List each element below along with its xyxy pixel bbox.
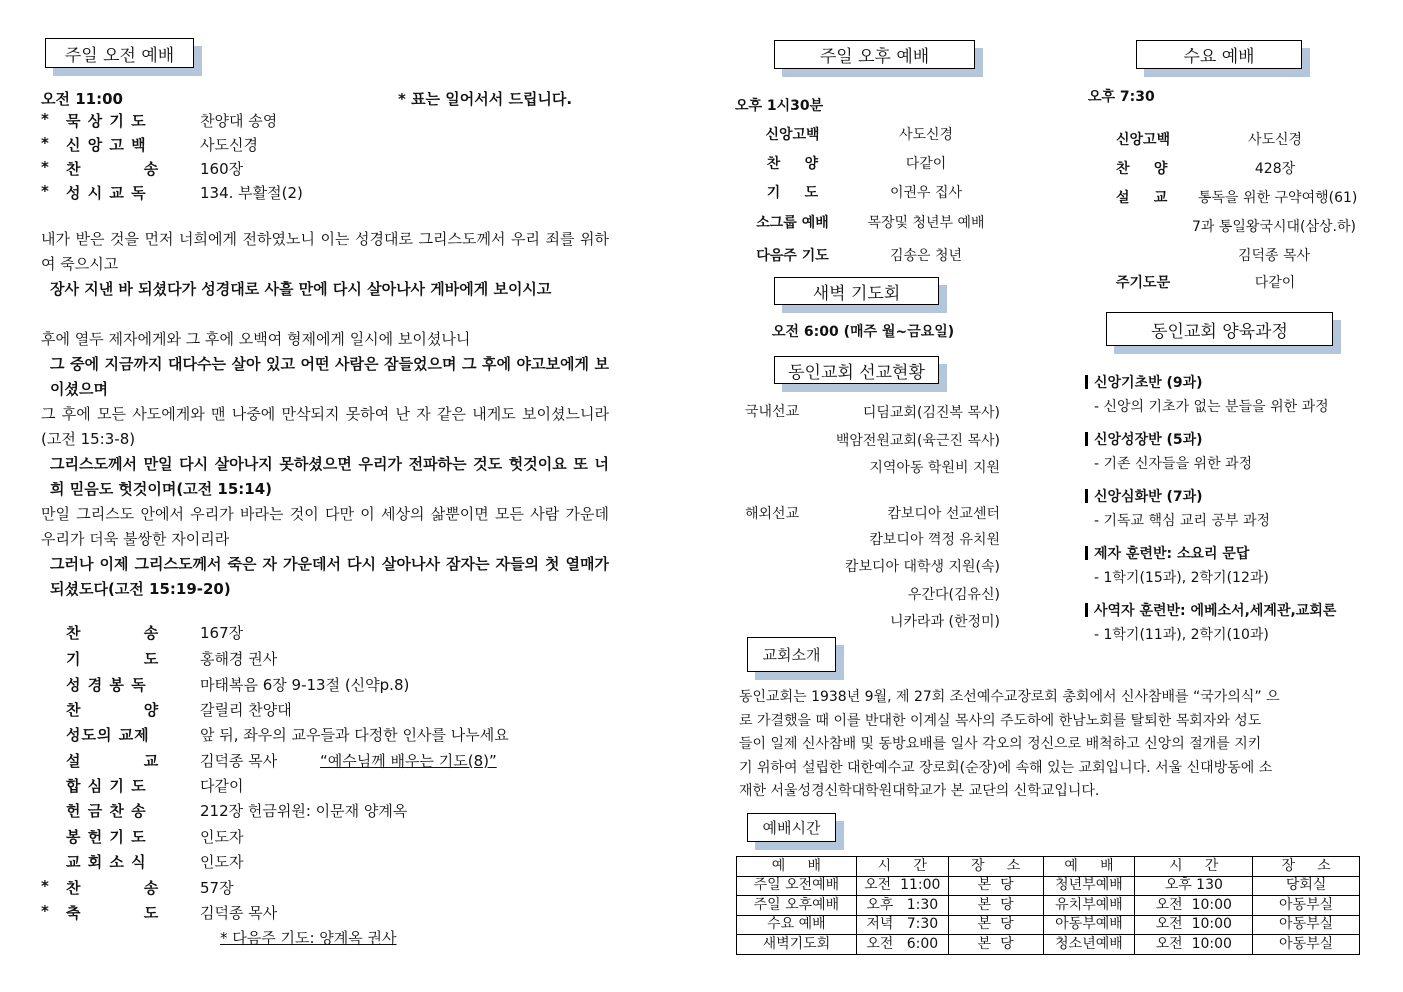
table-cell: 오전 6:00 [856, 935, 948, 955]
reading-paragraph: 그리스도께서 만일 다시 살아나지 못하셨으면 우리가 전파하는 것도 헛것이요 또 너희 믿음도 헛것이며(고전 15:14) [50, 455, 609, 498]
wednesday-label: 신앙고백 [1116, 132, 1171, 148]
order-label: 합 심 기 도 [66, 777, 147, 795]
schedule-table [736, 856, 1360, 955]
reading-paragraph: 장사 지낸 바 되셨다가 성경대로 사흘 만에 다시 살아나사 게바에게 보이시고 [50, 280, 552, 298]
order-value: 212장 헌금위원: 이문재 양계옥 [200, 802, 408, 820]
course-desc: - 신앙의 기초가 없는 분들을 위한 과정 [1094, 399, 1329, 415]
mission-item: 백암전원교회(육근진 목사) [835, 433, 1000, 449]
intro-line: 재한 서울성경신학대학원대학교가 본 교단의 신학교입니다. [739, 783, 1100, 799]
table-cell: 본 당 [948, 896, 1043, 916]
afternoon-value: 김송은 청년 [889, 248, 963, 264]
next-week-prayer: * 다음주 기도: 양계옥 권사 [220, 929, 397, 947]
table-cell: 오후 1:30 [856, 896, 948, 916]
table-row [737, 935, 1360, 955]
course-bullet-icon [1085, 375, 1088, 389]
afternoon-label: 소그룹 예배 [756, 215, 829, 231]
course-name: 제자 훈련반: 소요리 문답 [1094, 546, 1250, 562]
order-label: 축 도 [66, 904, 160, 922]
table-cell: 유치부예배 [1043, 896, 1135, 916]
order-star: * [41, 877, 49, 895]
order-label: 묵 상 기 도 [66, 112, 147, 130]
order-value: 57장 [200, 879, 234, 897]
order-value: 사도신경 [200, 136, 258, 154]
dawn-prayer-time: 오전 6:00 (매주 월~금요일) [772, 324, 955, 340]
course-desc: - 기독교 핵심 교리 공부 과정 [1094, 513, 1271, 529]
order-label: 찬 송 [66, 624, 160, 642]
mission-item: 캄보디아 선교센터 [887, 506, 1000, 522]
table-cell: 아동부실 [1253, 896, 1360, 916]
order-value: 인도자 [200, 828, 244, 846]
table-cell: 오후 130 [1135, 876, 1253, 896]
order-value: 167장 [200, 624, 244, 642]
order-star: * [41, 158, 49, 176]
wednesday-service-title: 수요 예배 [1136, 40, 1302, 69]
morning-service-title: 주일 오전 예배 [45, 38, 194, 68]
table-cell: 오전 10:00 [1135, 915, 1253, 935]
afternoon-value: 다같이 [905, 156, 947, 172]
wednesday-preacher: 김덕종 목사 [1237, 248, 1311, 264]
order-star: * [41, 110, 49, 128]
course-name: 사역자 훈련반: 에베소서,세계관,교회론 [1094, 603, 1337, 619]
standing-note: * 표는 일어서서 드립니다. [398, 90, 573, 108]
table-cell: 시 간 [1135, 857, 1253, 877]
order-label: 설 교 [66, 752, 160, 770]
table-cell: 주일 오후예배 [737, 896, 857, 916]
table-cell: 저녁 7:30 [856, 915, 948, 935]
order-label: 성도의 교제 [66, 726, 150, 744]
wednesday-closing-value: 다같이 [1254, 275, 1296, 291]
table-cell: 본 당 [948, 915, 1043, 935]
mission-item: 지역아동 학원비 지원 [869, 460, 1000, 476]
table-row [737, 915, 1360, 935]
domestic-missions-label: 국내선교 [745, 404, 800, 420]
wednesday-service-time: 오후 7:30 [1088, 89, 1155, 105]
wednesday-value: 사도신경 [1247, 132, 1303, 148]
order-value: 인도자 [200, 853, 244, 871]
order-label: 성 시 교 독 [66, 184, 147, 202]
order-value: 160장 [200, 160, 244, 178]
intro-line: 기 위하여 설립한 대한예수교 장로회(순장)에 속해 있는 교회입니다. 서울 신대방동에 소 [739, 759, 1273, 776]
order-label: 성 경 봉 독 [66, 676, 147, 694]
intro-line: 들이 일제 신사참배 및 동방요배를 일사 각오의 정신으로 배척하고 신앙의 절개를 지키 [739, 736, 1262, 752]
order-star: * [41, 134, 49, 152]
training-title: 동인교회 양육과정 [1106, 312, 1333, 346]
table-cell: 오전 10:00 [1135, 935, 1253, 955]
afternoon-value: 목장및 청년부 예배 [867, 215, 985, 231]
overseas-missions-label: 해외선교 [745, 506, 800, 522]
afternoon-label: 다음주 기도 [756, 248, 829, 264]
course-name: 신앙성장반 (5과) [1094, 432, 1203, 448]
table-cell: 새벽기도회 [737, 935, 857, 955]
order-label: 기 도 [66, 650, 160, 668]
reading-paragraph: 내가 받은 것을 먼저 너희에게 전하였노니 이는 성경대로 그리스도께서 우리 죄를 위하여 죽으시고 [41, 230, 609, 273]
course-bullet-icon [1085, 546, 1088, 560]
table-cell: 아동부예배 [1043, 915, 1135, 935]
mission-item: 우간다(김유신) [907, 587, 1000, 603]
mission-item: 캄보디아 껵정 유치원 [869, 532, 1000, 548]
reading-paragraph: 만일 그리스도 안에서 우리가 바라는 것이 다만 이 세상의 삶뿐이면 모든 사람 가운데 우리가 더욱 불쌍한 자이리라 [41, 505, 609, 548]
mission-item: 니카라과 (한정미) [889, 614, 1000, 630]
afternoon-label: 신앙고백 [765, 127, 820, 143]
wednesday-closing-label: 주기도문 [1116, 275, 1171, 291]
wednesday-sermon-line2: 7과 통일왕국시대(삼상.하) [1192, 219, 1356, 235]
order-label: 교 회 소 식 [66, 853, 147, 871]
course-desc: - 1학기(15과), 2학기(12과) [1094, 570, 1269, 586]
order-label: 찬 송 [66, 879, 160, 897]
order-value: 갈릴리 찬양대 [200, 701, 292, 719]
course-bullet-icon [1085, 489, 1088, 503]
table-cell: 장 소 [1253, 857, 1360, 877]
afternoon-service-time: 오후 1시30분 [735, 98, 824, 114]
table-cell: 예 배 [1043, 857, 1135, 877]
wednesday-value: 428장 [1254, 161, 1296, 177]
reading-paragraph: 그 중에 지금까지 대다수는 살아 있고 어떤 사람은 잠들었으며 그 후에 야고보에게 보이셨으며 [50, 355, 609, 398]
table-cell: 주일 오전예배 [737, 876, 857, 896]
sermon-title: “예수님께 배우는 기도(8)” [320, 752, 497, 770]
schedule-title: 예배시간 [747, 813, 836, 842]
mission-item: 캄보디아 대학생 지원(속) [844, 559, 1000, 575]
table-cell: 아동부실 [1253, 915, 1360, 935]
table-cell: 아동부실 [1253, 935, 1360, 955]
dawn-prayer-title: 새벽 기도회 [774, 277, 939, 305]
afternoon-service-title: 주일 오후 예배 [774, 40, 975, 69]
wednesday-label: 찬 양 [1116, 161, 1168, 177]
order-label: 찬 송 [66, 160, 160, 178]
morning-service-time: 오전 11:00 [41, 90, 123, 108]
afternoon-label: 찬 양 [766, 156, 819, 172]
table-cell: 오전 11:00 [856, 876, 948, 896]
order-star: * [41, 182, 49, 200]
table-row [737, 857, 1360, 877]
table-row [737, 876, 1360, 896]
afternoon-label: 기 도 [766, 185, 819, 201]
table-cell: 청소년예배 [1043, 935, 1135, 955]
afternoon-value: 사도신경 [898, 127, 954, 143]
mission-item: 디딤교회(김진복 목사) [862, 405, 1000, 421]
course-bullet-icon [1085, 603, 1088, 617]
order-label: 헌 금 찬 송 [66, 802, 147, 820]
wednesday-value: 통독을 위한 구약여행(61) [1198, 190, 1358, 206]
order-value: 마태복음 6장 9-13절 (신약p.8) [200, 676, 410, 694]
missions-title: 동인교회 선교현황 [774, 356, 939, 384]
order-value: 134. 부활절(2) [200, 184, 303, 202]
reading-paragraph: 그 후에 모든 사도에게와 맨 나중에 만삭되지 못하여 난 자 같은 내게도 보이셨느니라(고전 15:3-8) [41, 405, 609, 448]
church-intro-title: 교회소개 [747, 637, 836, 672]
table-cell: 본 당 [948, 935, 1043, 955]
table-cell: 당회실 [1253, 876, 1360, 896]
order-value: 김덕종 목사 [200, 904, 278, 922]
order-value: 앞 뒤, 좌우의 교우들과 다정한 인사를 나누세요 [200, 726, 509, 744]
course-desc: - 기존 신자들을 위한 과정 [1094, 456, 1253, 472]
table-cell: 본 당 [948, 876, 1043, 896]
table-cell: 수요 예배 [737, 915, 857, 935]
order-label: 찬 양 [66, 701, 160, 719]
order-value: 홍해경 권사 [200, 650, 278, 668]
table-cell: 장 소 [948, 857, 1043, 877]
afternoon-value: 이권우 집사 [889, 185, 963, 201]
table-row [737, 896, 1360, 916]
table-cell: 청년부예배 [1043, 876, 1135, 896]
course-name: 신앙심화반 (7과) [1094, 489, 1203, 505]
table-cell: 예 배 [737, 857, 857, 877]
course-name: 신앙기초반 (9과) [1094, 375, 1203, 391]
reading-paragraph: 그러나 이제 그리스도께서 죽은 자 가운데서 다시 살아나사 잠자는 자들의 첫 열매가 되셨도다(고전 15:19-20) [50, 555, 609, 598]
order-star: * [41, 902, 49, 920]
course-desc: - 1학기(11과), 2학기(10과) [1094, 627, 1269, 643]
table-cell: 시 간 [856, 857, 948, 877]
intro-line: 동인교회는 1938년 9월, 제 27회 조선예수교장로회 총회에서 신사참배를 “국가의식” 으 [739, 689, 1280, 705]
course-bullet-icon [1085, 432, 1088, 446]
order-label: 신 앙 고 백 [66, 136, 147, 154]
wednesday-label: 설 교 [1116, 190, 1168, 206]
order-value: 김덕종 목사 [200, 752, 278, 770]
intro-line: 로 가결했을 때 이를 반대한 이계실 목사의 주도하에 한남노회를 탈퇴한 목회자와 성도 [739, 712, 1262, 729]
order-label: 봉 헌 기 도 [66, 828, 147, 846]
table-cell: 오전 10:00 [1135, 896, 1253, 916]
reading-paragraph: 후에 열두 제자에게와 그 후에 오백여 형제에게 일시에 보이셨나니 [41, 330, 471, 348]
order-value: 찬양대 송영 [200, 112, 278, 130]
order-value: 다같이 [200, 777, 244, 795]
